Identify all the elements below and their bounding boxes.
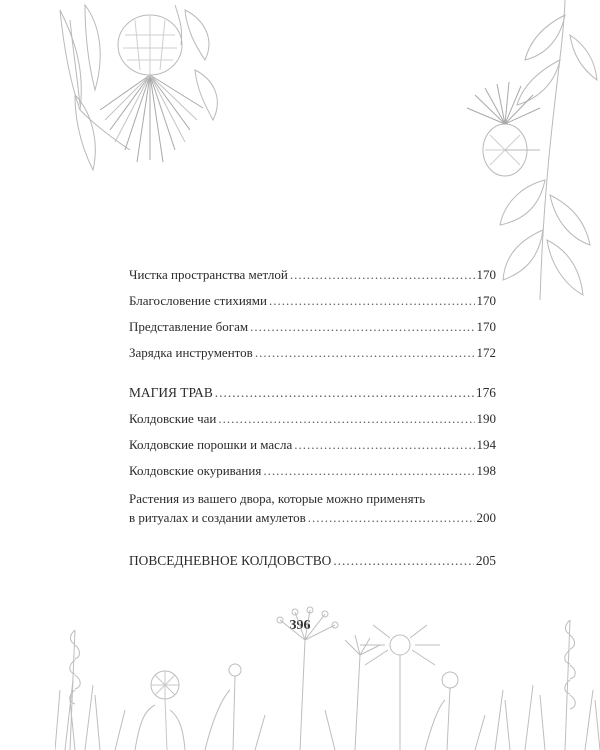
toc-leader-dots (263, 458, 474, 484)
toc-entry-multiline[interactable] (129, 490, 496, 528)
thistle-branch-illustration (445, 0, 600, 300)
toc-section-title: МАГИЯ ТРАВ (129, 385, 213, 400)
table-of-contents (129, 262, 496, 574)
toc-section-title: ПОВСЕДНЕВНОЕ КОЛДОВСТВО (129, 553, 332, 568)
toc-leader-dots (290, 262, 475, 288)
toc-entry-title: Колдовские окуривания (129, 463, 262, 478)
thistle-flower-illustration (55, 0, 225, 175)
wildflower-meadow-illustration (55, 600, 600, 750)
toc-entry-page: 170 (476, 267, 496, 282)
toc-section[interactable] (129, 380, 496, 406)
toc-entry-title: Зарядка инструментов (129, 345, 253, 360)
toc-leader-dots (218, 406, 474, 432)
toc-entry[interactable] (129, 458, 496, 484)
toc-leader-dots (294, 432, 474, 458)
toc-entry[interactable] (129, 340, 496, 366)
toc-entry-page: 200 (476, 510, 496, 525)
toc-entry-page: 194 (476, 437, 496, 452)
toc-entry-title: Колдовские порошки и масла (129, 437, 293, 452)
toc-entry[interactable] (129, 262, 496, 288)
toc-entry-title: Колдовские чаи (129, 411, 217, 426)
toc-leader-dots (333, 548, 474, 574)
toc-entry-title: Благословение стихиями (129, 293, 267, 308)
toc-entry-page: 172 (476, 345, 496, 360)
toc-leader-dots (250, 314, 474, 340)
toc-leader-dots (215, 380, 474, 406)
toc-section[interactable] (129, 548, 496, 574)
toc-entry-page: 170 (476, 319, 496, 334)
toc-entry-page: 198 (476, 463, 496, 478)
toc-leader-dots (308, 508, 475, 528)
toc-entry-page: 170 (476, 293, 496, 308)
toc-entry[interactable] (129, 406, 496, 432)
toc-leader-dots (255, 340, 475, 366)
toc-entry-title-line2: в ритуалах и создании амулетов (129, 510, 306, 525)
toc-leader-dots (269, 288, 475, 314)
toc-section-page: 176 (475, 385, 496, 400)
toc-entry-page: 190 (476, 411, 496, 426)
page-number: 396 (289, 618, 311, 633)
toc-entry-title: Представление богам (129, 319, 249, 334)
toc-entry[interactable] (129, 314, 496, 340)
toc-entry-title: Чистка пространства метлой (129, 267, 288, 282)
toc-entry[interactable] (129, 288, 496, 314)
toc-entry-title-line1: Растения из вашего двора, которые можно применять (129, 491, 426, 506)
toc-section-page: 205 (475, 553, 496, 568)
toc-entry[interactable] (129, 432, 496, 458)
